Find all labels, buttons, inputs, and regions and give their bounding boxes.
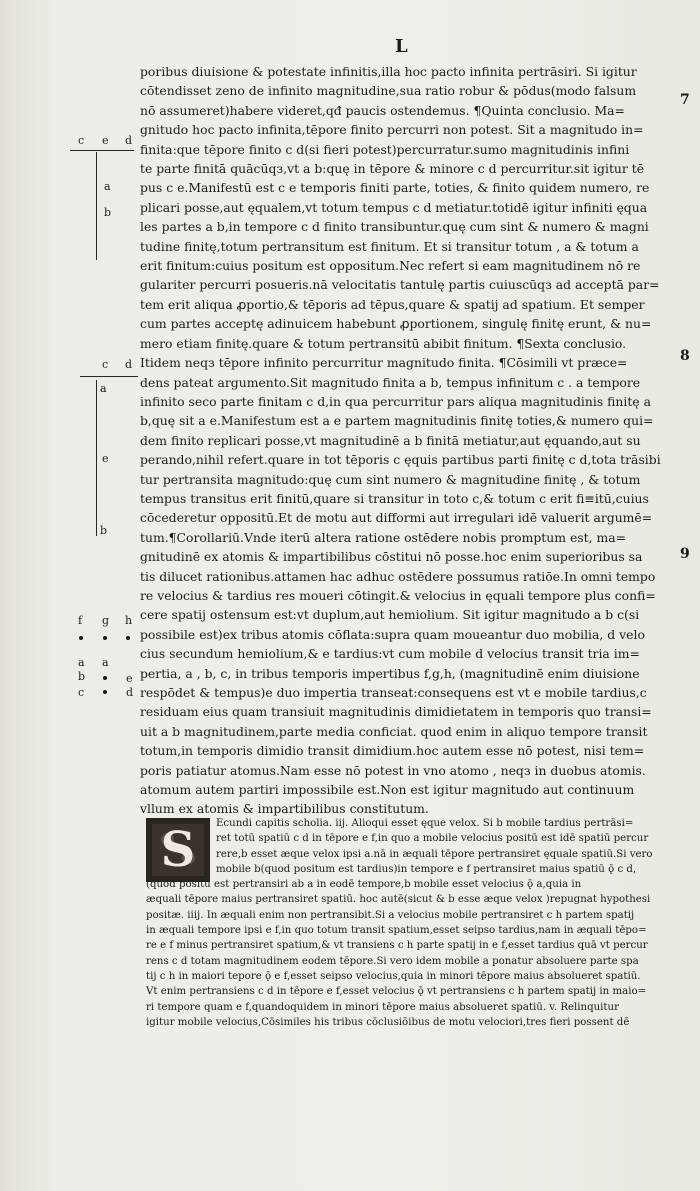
text-line: tempus transitus erit finitū,quare si transitur in toto c,& totum c erit fi≡itū,cuius: [140, 490, 649, 506]
diagram-label: b: [78, 670, 86, 683]
scholia-block: [146, 816, 676, 1030]
text-line: vllum ex atomis & impartibilibus constitutum.: [140, 801, 429, 817]
diagram-label: f: [78, 614, 83, 627]
diagram-label: c: [102, 358, 109, 371]
diagram-label: e: [102, 452, 109, 465]
text-line: poris patiatur atomus.Nam esse nō potest in vno atomo , neqз in duobus atomis.: [140, 762, 646, 778]
text-line: les partes a b,in tempore c d finito transibuntur.quę cum sint & numero & magni: [140, 219, 649, 235]
diagram-label: a: [78, 656, 85, 669]
diagram-dot: [79, 636, 83, 640]
diagram-label: c: [78, 134, 85, 147]
main-text-block: [140, 62, 676, 819]
text-line: pus c e.Manifestū est c e temporis finiti parte, toties, & finito quidem numero, re: [140, 180, 650, 196]
folio-letter: L: [395, 36, 409, 57]
diagram-label: d: [125, 358, 133, 371]
scholia-line: ӕquali tēpore maius pertransiret spatiū. hoc autē(sicut & b esse ӕque velox )repugnat hypothesi: [146, 894, 651, 906]
diagram-time-line: [80, 376, 138, 377]
text-line: erit finitum:cuius positum est oppositum.Nec refert si eam magnitudinem nō re: [140, 258, 641, 274]
diagram-dot: [103, 690, 107, 694]
text-line: re velocius & tardius res moueri cōtingit.& velocius in ęquali tempore plus confi=: [140, 587, 656, 603]
text-line: plicari posse,aut ęqualem,vt totum tempus c d metiatur.totidē igitur infiniti ęqua: [140, 199, 648, 215]
text-line: finita:que tēpore finito c d(si fieri potest)percurratur.sumo magnitudinis infini: [140, 141, 630, 157]
scholia-line: Ecundi capitis scholia. iij. Alioqui esset ęque velox. Si b mobile tardius pertrāsi=: [216, 818, 634, 829]
scholia-line: Vt enim pertransiens c d in tēpore e f,esset velocius ǭ vt pertransiens c h partem spatij in maio=: [146, 986, 647, 998]
scholia-line: in ӕquali tempore ipsi e f,in quo totum transit spatium,esset seipso tardius,nam in ӕquali tēpo=: [146, 925, 647, 937]
diagram-dot: [103, 676, 107, 680]
margin-number-8: 8: [680, 348, 690, 364]
scholia-line: (quod positū est pertransiri ab a in eodē tempore,b mobile esset velocius ǭ a,quia in: [146, 879, 582, 891]
margin-number-9: 9: [680, 546, 690, 562]
text-line: gulariter percurri posueris.nā velocitatis tantulę partis cuiuscūqз ad acceptā par=: [140, 277, 660, 293]
diagram-label: b: [100, 524, 108, 537]
text-line: dens pateat argumento.Sit magnitudo finita a b, tempus infinitum c . a tempore: [140, 374, 641, 390]
diagram-magnitude-line: [96, 380, 97, 536]
text-line: tudine finitę,totum pertransitum est finitum. Et si transitur totum , a & totum a: [140, 238, 639, 254]
diagram-label: d: [125, 134, 133, 147]
text-line: poribus diuisione & potestate infinitis,illa hoc pacto infinita pertrāsiri. Si igitur: [140, 64, 637, 79]
text-line: respōdet & tempus)e duo impertia transeat:consequens est vt e mobile tardius,c: [140, 685, 647, 700]
text-line: possibile est)ex tribus atomis cōflata:supra quam moueantur duo mobilia, d velo: [140, 626, 645, 642]
text-line: tis dilucet rationibus.attamen hac adhuc ostēdere possumus ratiōe.In omni tempo: [140, 568, 656, 584]
text-line: totum,in temporis dimidio transit dimidium.hoc autem esse nō potest, nisi tem=: [140, 743, 645, 759]
scholia-line: rens c d totam magnitudinem eodem tēpore.Si vero idem mobile a ponatur absoluere parte spa: [146, 955, 639, 967]
diagram-dot: [103, 636, 107, 640]
diagram-label: a: [104, 180, 111, 193]
text-line: mero etiam finitę.quare & totum pertransitū abibit finitum. ¶Sexta conclusio.: [140, 335, 627, 351]
diagram-time-line: [70, 150, 134, 151]
scholia-line: igitur mobile velocius,Cōsimiles his tribus cōclusiōibus de motu velociori,tres fieri possent dē: [146, 1016, 630, 1028]
text-line: dem finito replicari posse,vt magnitudinē a b finitā metiatur,aut ęquando,aut su: [140, 432, 641, 448]
diagram-dot: [126, 636, 130, 640]
diagram-label: e: [126, 672, 133, 685]
diagram-magnitude-line: [96, 152, 97, 260]
text-line: gnitudinē ex atomis & impartibilibus cōstitui nō posse.hoc enim superioribus sa: [140, 549, 643, 565]
text-line: perando,nihil refert.quare in tot tēporis c ęquis partibus parti finitę c d,tota trāsibi: [140, 452, 661, 468]
initial-letter: S: [160, 822, 196, 878]
diagram-label: g: [102, 614, 110, 627]
scholia-line: rere,b esset ӕque velox ipsi a.nā in ӕquali tēpore pertransiret ęquale spatiū.Si vero: [216, 848, 653, 860]
diagram-label: b: [104, 206, 112, 219]
scholia-line: ri tempore quam e f,quandoquidem in minori tēpore maius absolueret spatiū. v. Relinquitur: [146, 1001, 619, 1013]
scholia-line: mobile b(quod positum est tardius)in tempore e f pertransiret maius spatiū ǭ c d,: [216, 863, 637, 875]
diagram-label: a: [100, 382, 107, 395]
text-line: uit a b magnitudinem,parte media conficiat. quod enim in aliquo tempore transit: [140, 723, 648, 739]
scholia-line: re e f minus pertransiret spatium,& vt transiens c h parte spatij in e f,esset tardius quā vt percur: [146, 940, 648, 952]
text-line: gnitudo hoc pacto infinita,tēpore finito percurri non potest. Sit a magnitudo in=: [140, 122, 644, 138]
diagram-label: c: [78, 686, 85, 699]
diagram-label: h: [125, 614, 133, 627]
text-line: residuam eius quam transiuit magnitudinis dimidietatem in temporis quo transi=: [140, 704, 652, 720]
text-line: Itidem neqз tēpore infinito percurritur magnitudo finita. ¶Cōsimili vt prӕce=: [140, 355, 628, 371]
diagram-label: e: [102, 134, 109, 147]
text-line: infinito seco parte finitam c d,in qua percurritur pars aliqua magnitudinis finitę a: [140, 393, 651, 409]
text-line: te parte finitā quācūqз,vt a b:quę in tēpore & minore c d percurritur.sit igitur tē: [140, 161, 645, 177]
text-line: cum partes acceptę adinuicem habebunt ꝓportionem, singulę finitę erunt, & nu=: [140, 316, 652, 332]
diagram-label: d: [126, 686, 134, 699]
scholia-line: positӕ. iiij. In ӕquali enim non pertransibit.Si a velocius mobile pertransiret c h partem spatij: [146, 909, 635, 921]
scholia-line: ret totū spatiū c d in tēpore e f,in quo a mobile velocius positū est idē spatiū percur: [216, 833, 649, 845]
text-line: pertia, a , b, c, in tribus temporis impertibus f,g,h, (magnitudinē enim diuisione: [140, 665, 640, 681]
text-line: cōtendisset zeno de infinito magnitudine,sua ratio robur & pōdus(modo falsum: [140, 83, 637, 99]
text-line: tem erit aliqua ꝓportio,& tēporis ad tēpus,quare & spatij ad spatium. Et semper: [140, 296, 645, 312]
text-line: b,quę sit a e.Manifestum est a e partem magnitudinis finitę toties,& numero qui=: [140, 413, 654, 429]
text-line: cius secundum hemiolium,& e tardius:vt cum mobile d velocius transit tria im=: [140, 646, 640, 662]
diagram-label: a: [102, 656, 109, 669]
scholia-line: tij c h in maiori tepore ǭ e f,esset seipso velocius,quia in minori tēpore maius absolueret spatiū.: [146, 970, 641, 982]
margin-number-7: 7: [680, 92, 690, 108]
text-line: nō assumeret)habere videret,qđ paucis ostendemus. ¶Quinta conclusio. Ma=: [140, 102, 625, 118]
text-line: cere spatij ostensum est:vt duplum,aut hemiolium. Sit igitur magnitudo a b c(si: [140, 607, 640, 623]
text-line: atomum autem partiri impossibile est.Non est igitur magnitudo aut continuum: [140, 782, 635, 798]
text-line: tur pertransita magnitudo:quę cum sint numero & magnitudine finitę , & totum: [140, 471, 641, 487]
text-line: cōcederetur oppositū.Et de motu aut difformi aut irregulari idē valuerit argumē=: [140, 510, 653, 526]
text-line: tum.¶Corollariū.Vnde iterū altera ratione ostēdere nobis promptum est, ma=: [140, 529, 627, 545]
